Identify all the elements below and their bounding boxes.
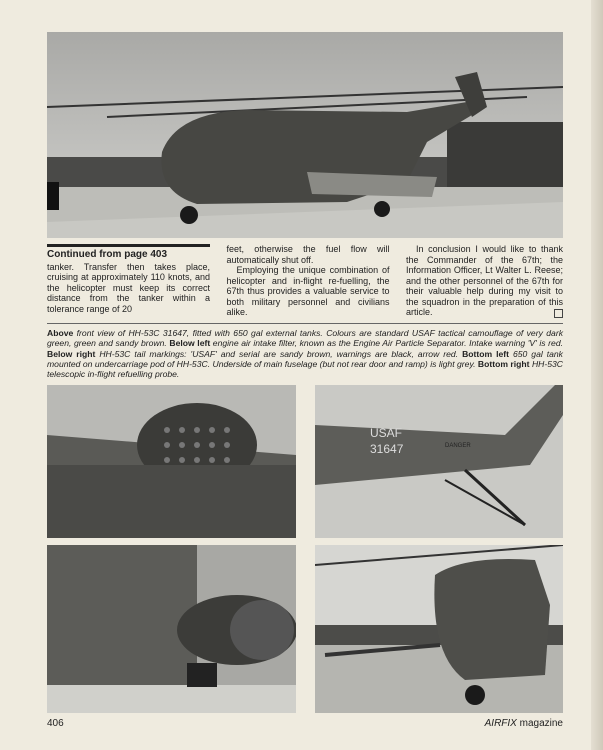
tail-serial: 31647 [370,442,404,457]
column-2-paragraph-1: feet, otherwise the fuel flow will automatically shut off. [226,244,390,265]
article-column-3 [406,244,563,318]
column-1-text: tanker. Transfer then takes place, cruising at approximately 110 knots, and the helicopter must keep its correct distance from the tanker within a tolerance range of 20 [47,261,210,314]
end-mark-icon [554,309,563,318]
caption-divider [47,323,563,324]
column-3-text: In conclusion I would like to thank the Commander of the 67th; the Information Officer, Lt Walter L. Reese; and the other personnel of the 67th for their valuable help during my visit to the squadron in the preparation of this article. [406,244,563,317]
photo-hh53c-front-view [47,32,563,238]
article-column-2 [227,244,390,318]
photo-external-tank [47,545,296,713]
magazine-name: AIRFIX magazine [484,718,563,730]
continued-heading: Continued from page 403 [47,249,168,260]
divider [47,244,210,247]
photo-caption: Above front view of HH-53C 31647, fitted with 650 gal external tanks. Colours are standard USAF tactical camouflage of very dark green, green and sandy brown. Below left engine air intake filter, known as the Engine Air Particle Separator. Intake warning 'V' is red. Below right HH-53C tail markings: 'USAF' and serial are sandy brown, warnings are black, arrow red. Bottom left 650 gal tank mounted on undercarriage pod of HH-53C. Underside of main fuselage (but not rear door and ramp) is light grey. Bottom right HH-53C telescopic in-flight refuelling probe. [47,328,563,380]
photo-refuelling-probe [315,545,563,713]
column-2-paragraph-2: Employing the unique combination of helicopter and in-flight re-fuelling, the 67th thus provides a valuable service to both military personnel and civilians alike. [226,265,390,317]
photo-grid [47,385,563,713]
warning-label: DANGER [445,443,471,450]
article-columns [47,244,563,318]
tail-marking-usaf: USAF [370,426,403,441]
magazine-page [47,0,563,740]
page-footer [47,717,563,740]
page-edge [591,0,603,750]
article-column-1 [47,244,210,314]
page-number: 406 [47,718,64,730]
photo-tail-markings [315,385,563,538]
photo-engine-intake-filter [47,385,296,538]
